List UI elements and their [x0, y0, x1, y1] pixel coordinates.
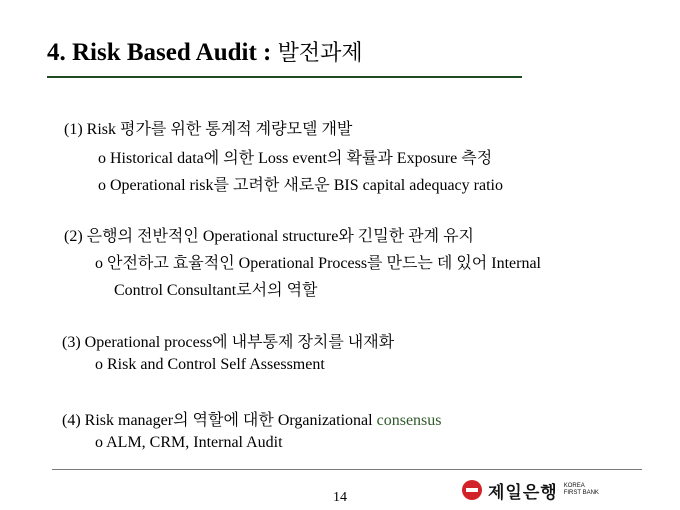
section-4-item-1: o ALM, CRM, Internal Audit — [95, 434, 283, 451]
section-4-heading — [62, 407, 442, 430]
section-1-heading: (1) Risk 평가를 위한 통계적 계량모델 개발 — [64, 121, 353, 138]
title-main: 4. Risk Based Audit : — [47, 39, 278, 66]
section-2-item-1: o 안전하고 효율적인 Operational Process를 만드는 데 있어 Internal — [95, 255, 541, 272]
section-1-item-1: o Historical data에 의한 Loss event의 확률과 Exposure 측정 — [98, 150, 493, 167]
section-4-heading-accent: consensus — [376, 412, 442, 429]
page-number: 14 — [333, 490, 347, 505]
title-korean: 발전과제 — [277, 41, 363, 66]
section-2-heading: (2) 은행의 전반적인 Operational structure와 긴밀한 관계 유지 — [64, 228, 474, 245]
page-title — [47, 36, 363, 67]
section-3-item-1: o Risk and Control Self Assessment — [95, 356, 325, 373]
section-1-item-2: o Operational risk를 고려한 새로운 BIS capital adequacy ratio — [98, 177, 503, 194]
title-underline — [47, 76, 522, 78]
bank-logo — [462, 479, 599, 501]
footer-divider — [52, 469, 642, 470]
bank-logo-korean: 제일은행 — [488, 482, 558, 503]
bank-logo-english: KOREA FIRST BANK — [563, 483, 599, 496]
section-3-heading: (3) Operational process에 내부통제 장치를 내재화 — [62, 334, 395, 351]
bank-logo-icon — [462, 480, 482, 500]
section-2-item-2: Control Consultant로서의 역할 — [114, 282, 318, 299]
section-4-heading-text: (4) Risk manager의 역할에 대한 Organizational — [62, 412, 377, 429]
